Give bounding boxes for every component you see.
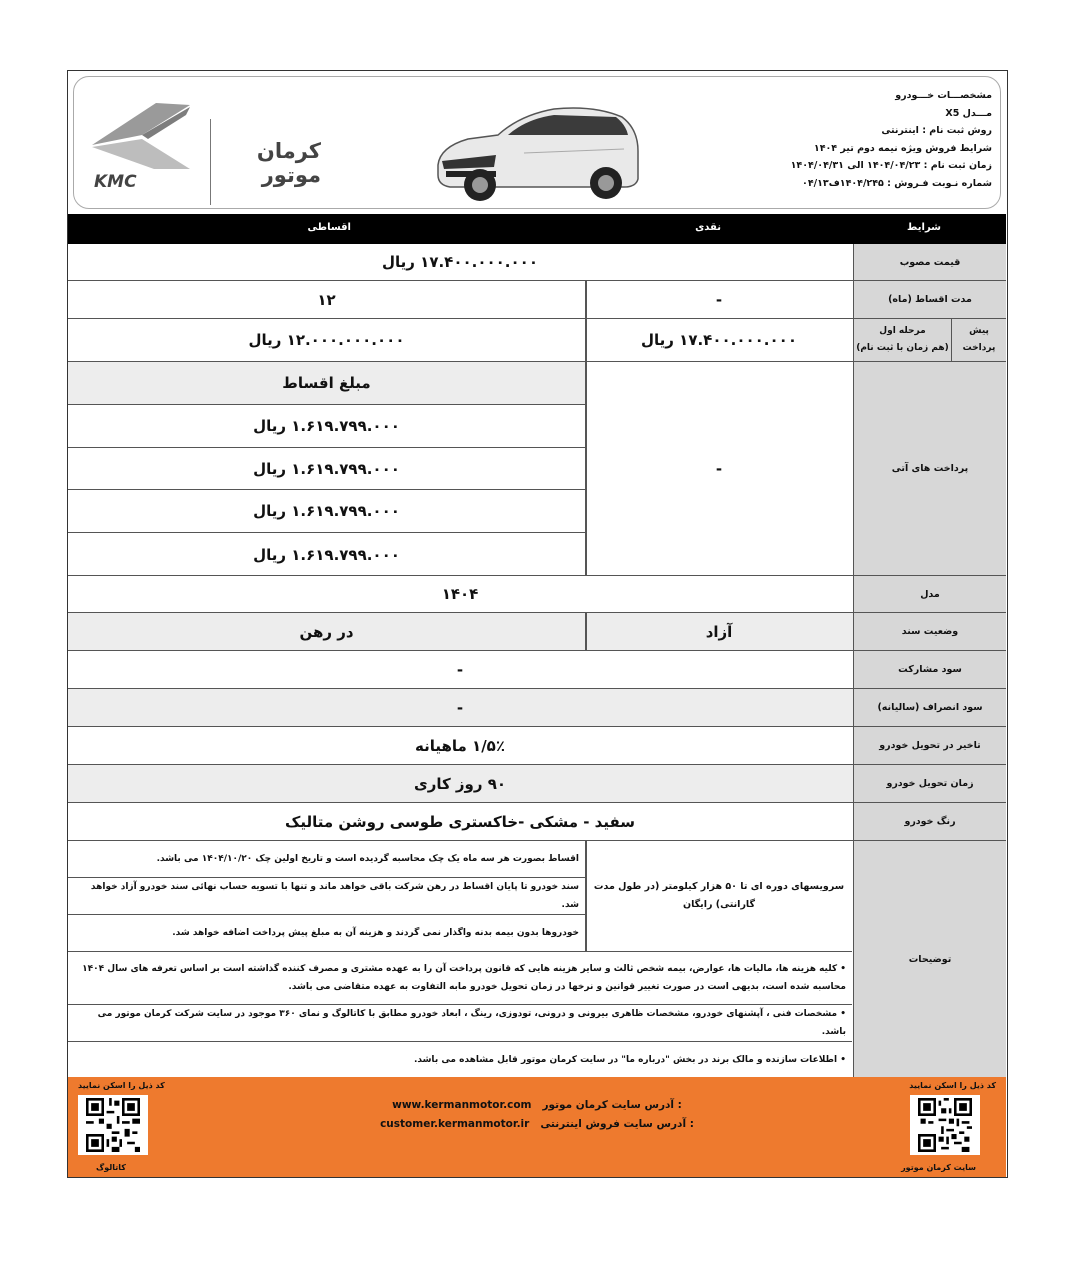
site-url[interactable]: www.kermanmotor.com	[392, 1099, 532, 1111]
row-notes	[68, 841, 1006, 1077]
label-car-color: رنگ خودرو	[853, 803, 1006, 840]
installment-amount-2: ۱.۶۱۹.۷۹۹.۰۰۰ ریال	[68, 448, 585, 490]
car-color-value: سفید - مشکی -خاکستری طوسی روشن متالیک	[284, 812, 636, 831]
shop-address-label: آدرس سایت فروش اینترنتی :	[540, 1118, 694, 1130]
label-delivery-delay: تاخیر در تحویل خودرو	[853, 727, 1006, 764]
label-approved-price: قیمت مصوب	[853, 244, 1006, 280]
label-document-status: وضعیت سند	[853, 613, 1006, 650]
delivery-time-value: ۹۰ روز کاری	[413, 774, 507, 793]
logo-text: کرمان موتور	[256, 139, 321, 187]
head-cash: نقدی	[695, 222, 721, 233]
model-value: ۱۴۰۴	[441, 585, 479, 603]
note-general-costs: • کلیه هزینه ها، مالیات ها، عوارض، بیمه شخص ثالث و سایر هزینه هایی که قانون پرداخت آن را به عهده مشتری و مصرف کننده گذاشته است بر اساس تعرفه های سال ۱۴۰۴ محاسبه شده است، بدیهی است در صورت تغییر قوانین و نرخها در زمان تحویل خودرو مابه التفاوت به عهده متقاضی می باشد.	[68, 951, 852, 1005]
row-future-payments	[68, 362, 1006, 576]
spec-title: مشخصـــات خـــودرو	[895, 90, 992, 101]
prepayment-stage: مرحله اول	[879, 326, 926, 336]
head-installment: اقساطی	[307, 222, 351, 233]
future-payments-cash: -	[715, 459, 723, 478]
label-cancellation-profit: سود انصراف (سالیانه)	[853, 689, 1006, 726]
catalog-qr-caption: کاتالوگ	[96, 1163, 126, 1172]
document-status-cash: آزاد	[705, 622, 733, 641]
cancellation-profit-value: -	[456, 698, 464, 717]
row-delivery-time	[68, 765, 1006, 803]
site-address-line	[68, 1099, 1006, 1111]
prepayment-stage-note: (هم زمان با ثبت نام)	[856, 343, 949, 353]
label-prepayment: پیش پرداخت	[951, 319, 1006, 361]
price-sheet	[67, 70, 1008, 1178]
shop-address-line	[68, 1118, 1006, 1130]
label-notes: توضیحات	[853, 841, 1006, 1077]
note-installment-1: اقساط بصورت هر سه ماه یک چک محاسبه گردیده است و تاریخ اولین چک ۱۴۰۴/۱۰/۲۰ می باشد.	[68, 841, 585, 878]
head-conditions: شرایط	[907, 222, 941, 233]
spec-registration-period: زمان ثبت نام : ۱۴۰۴/۰۴/۲۳ الی ۱۴۰۴/۰۴/۳۱	[790, 160, 992, 171]
document-status-installment: در رهن	[299, 622, 354, 641]
spec-sale-conditions: شرایط فروش ویژه نیمه دوم تیر ۱۴۰۴	[813, 142, 992, 154]
installment-period-cash: -	[715, 290, 723, 309]
installment-amount-3: ۱.۶۱۹.۷۹۹.۰۰۰ ریال	[68, 490, 585, 533]
sheet-header	[73, 76, 1001, 209]
site-address-label: آدرس سایت کرمان موتور :	[542, 1099, 682, 1111]
note-general-specs: • مشخصات فنی ، آپشنهای خودرو، مشخصات ظاهری بیرونی و درونی، تودوزی، رینگ ، ابعاد خودرو مطابق با کاتالوگ و نمای ۳۶۰ موجود در سایت شرکت کرمان موتور می باشد.	[68, 1005, 852, 1042]
installment-amount-4: ۱.۶۱۹.۷۹۹.۰۰۰ ریال	[253, 545, 400, 564]
vehicle-spec-block	[742, 87, 992, 192]
shop-url[interactable]: customer.kermanmotor.ir	[380, 1118, 530, 1130]
label-participation-profit: سود مشارکت	[853, 651, 1006, 688]
label-model: مدل	[853, 576, 1006, 612]
row-cancellation-profit	[68, 689, 1006, 727]
scan-hint-site: کد ذیل را اسکن نمایید	[909, 1081, 996, 1090]
label-future-payments: پرداخت های آتی	[853, 362, 1006, 575]
installment-amount-1: ۱.۶۱۹.۷۹۹.۰۰۰ ریال	[68, 405, 585, 448]
spec-sale-number: شماره نـوبت فـروش : ۱۴۰۴/۲۴۵ف۰۴/۱۳	[802, 177, 992, 189]
kmc-logo	[86, 95, 321, 195]
row-participation-profit	[68, 651, 1006, 689]
installment-period-installment: ۱۲	[317, 290, 336, 309]
label-prepayment-stage	[853, 319, 951, 361]
row-car-color	[68, 803, 1006, 841]
spec-registration-method: روش ثبت نام : اینترنتی	[881, 125, 992, 136]
car-image	[424, 95, 649, 205]
row-document-status	[68, 613, 1006, 651]
delivery-delay-value: ۱/۵٪ ماهیانه	[415, 736, 505, 755]
prepayment-cash: ۱۷.۴۰۰.۰۰۰.۰۰۰ ریال	[641, 331, 797, 349]
row-delivery-delay	[68, 727, 1006, 765]
table-head	[68, 214, 1006, 244]
label-installment-period: مدت اقساط (ماه)	[853, 281, 1006, 318]
sheet-footer	[68, 1077, 1006, 1177]
logo-divider	[210, 119, 211, 205]
site-qr-caption: سایت کرمان موتور	[901, 1163, 976, 1172]
spec-model: مـــدل X5	[945, 107, 992, 119]
approved-price-value: ۱۷.۴۰۰.۰۰۰.۰۰۰ ریال	[382, 253, 538, 271]
installments-title: مبلغ اقساط	[68, 362, 585, 405]
participation-profit-value: -	[456, 660, 464, 679]
row-model	[68, 576, 1006, 613]
prepayment-installment: ۱۲.۰۰۰.۰۰۰.۰۰۰ ریال	[248, 331, 405, 349]
scan-hint-catalog: کد ذیل را اسکن نمایید	[78, 1081, 165, 1090]
row-prepayment	[68, 319, 1006, 362]
kmc-emblem-icon	[86, 95, 206, 195]
row-approved-price	[68, 244, 1006, 281]
note-service: سرویسهای دوره ای تا ۵۰ هزار کیلومتر (در طول مدت گارانتی) رایگان	[593, 881, 845, 910]
label-delivery-time: زمان تحویل خودرو	[853, 765, 1006, 802]
note-installment-2: سند خودرو تا پایان اقساط در رهن شرکت باقی خواهد ماند و تنها با تسویه حساب نهائی سند خودرو آزاد خواهد شد.	[68, 878, 585, 915]
logo-latin: KMC	[94, 172, 137, 192]
row-installment-period	[68, 281, 1006, 319]
note-general-about: • اطلاعات سازنده و مالک برند در بخش "درباره ما" در سایت کرمان موتور قابل مشاهده می باشد.	[413, 1054, 846, 1065]
note-installment-3: خودروها بدون بیمه بدنه واگذار نمی گردند و هزینه آن به مبلغ پیش پرداخت اضافه خواهد شد.	[172, 928, 579, 938]
